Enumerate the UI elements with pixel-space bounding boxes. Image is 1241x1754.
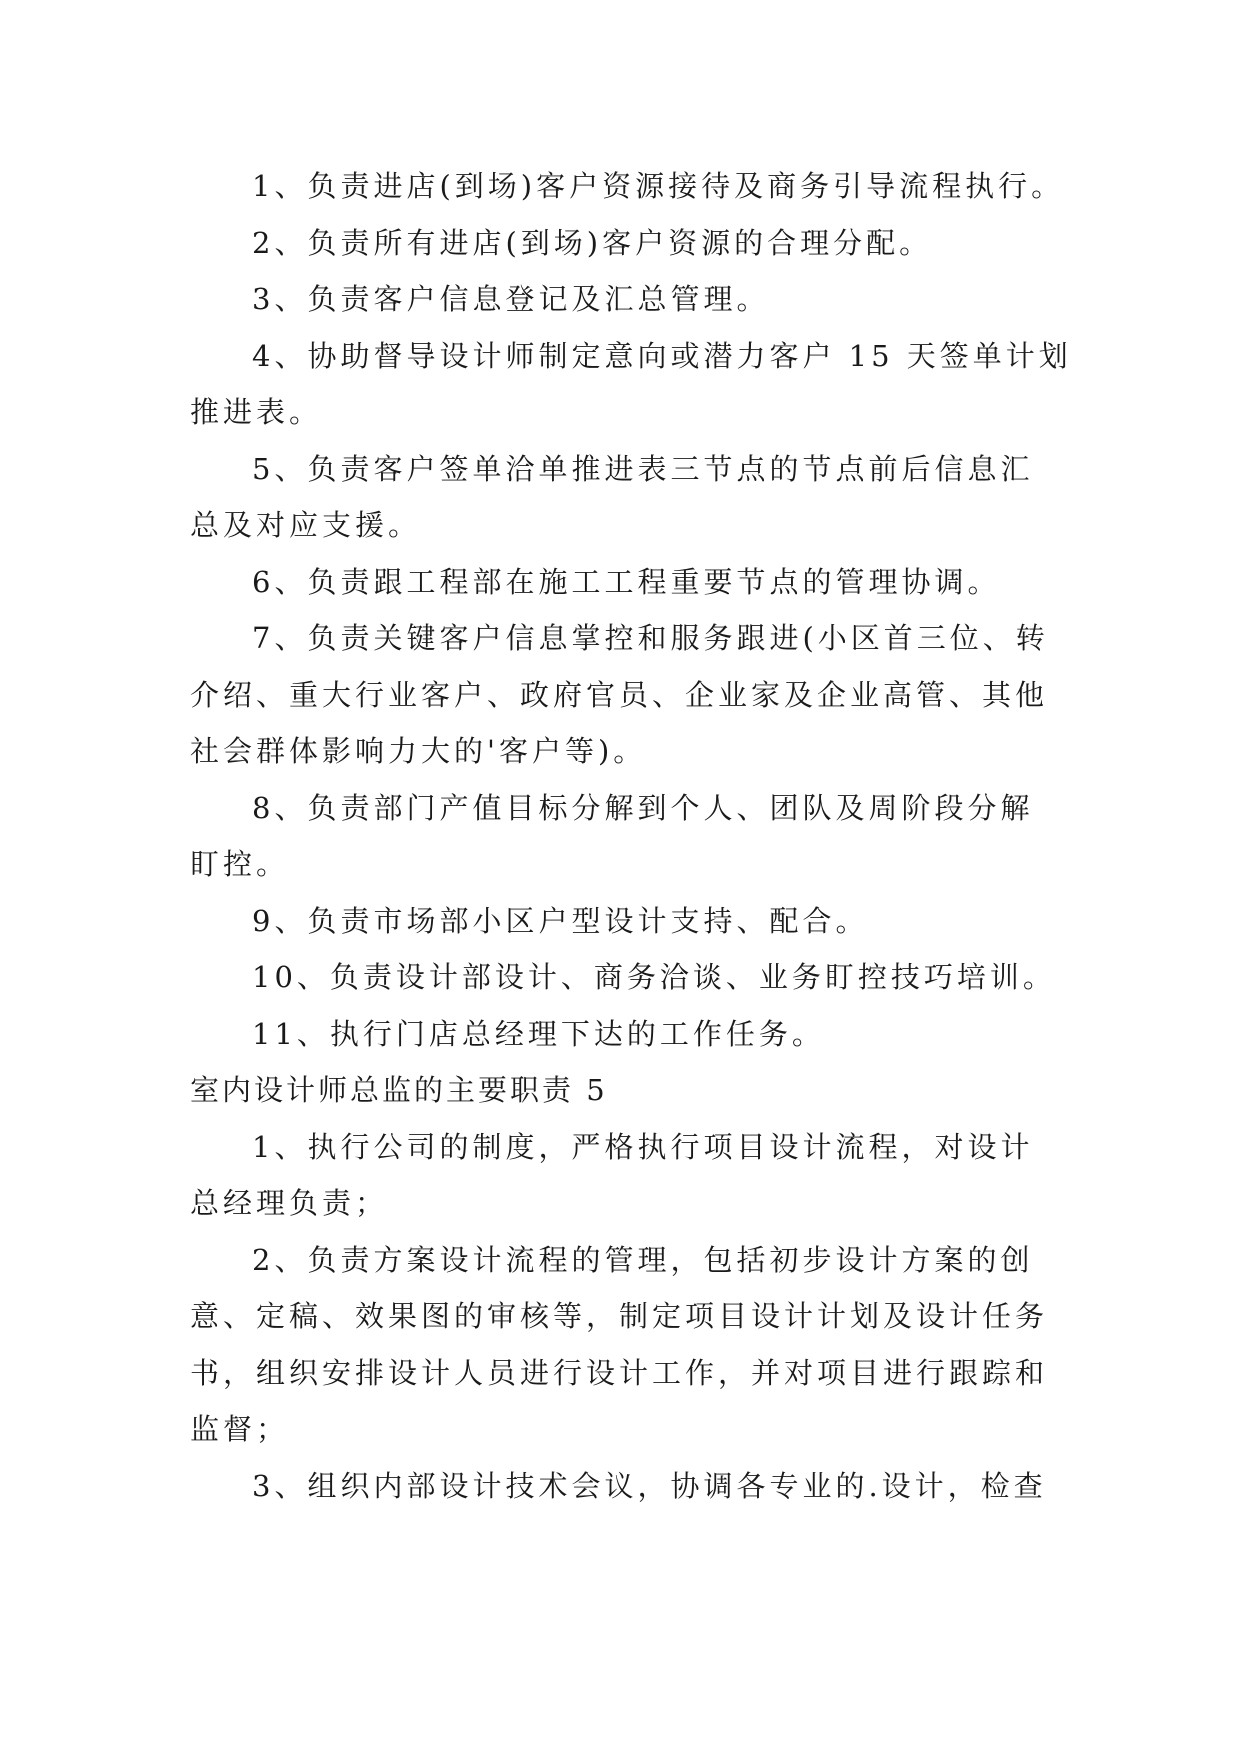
paragraph-line: 11、执行门店总经理下达的工作任务。 <box>252 1016 825 1051</box>
paragraph-line: 介绍、重大行业客户、政府官员、企业家及企业高管、其他 <box>190 677 1049 712</box>
paragraph-line: 2、负责方案设计流程的管理，包括初步设计方案的创 <box>252 1242 1034 1277</box>
paragraph-line: 4、协助督导设计师制定意向或潜力客户 15 天签单计划 <box>252 338 1072 373</box>
paragraph-line: 1、执行公司的制度，严格执行项目设计流程，对设计 <box>252 1129 1034 1164</box>
paragraph-line: 总经理负责； <box>190 1186 389 1220</box>
paragraph-line: 推进表。 <box>190 395 323 429</box>
paragraph-line: 1、负责进店(到场)客户资源接待及商务引导流程执行。 <box>252 169 1065 203</box>
document-body <box>190 158 1090 1514</box>
paragraph-line: 书，组织安排设计人员进行设计工作，并对项目进行跟踪和 <box>190 1355 1049 1390</box>
paragraph-line: 3、负责客户信息登记及汇总管理。 <box>252 282 770 316</box>
paragraph-line: 9、负责市场部小区户型设计支持、配合。 <box>252 903 869 938</box>
paragraph-line: 盯控。 <box>190 847 290 881</box>
paragraph-line: 10、负责设计部设计、商务洽谈、业务盯控技巧培训。 <box>252 960 1056 994</box>
paragraph-line: 6、负责跟工程部在施工工程重要节点的管理协调。 <box>252 564 1001 599</box>
paragraph-line: 社会群体影响力大的'客户等)。 <box>190 734 647 768</box>
paragraph-line: 7、负责关键客户信息掌控和服务跟进(小区首三位、转 <box>252 621 1049 655</box>
paragraph-line: 8、负责部门产值目标分解到个人、团队及周阶段分解 <box>252 790 1034 825</box>
paragraph-line: 3、组织内部设计技术会议，协调各专业的.设计，检查 <box>252 1468 1047 1503</box>
paragraph-line: 5、负责客户签单洽单推进表三节点的节点前后信息汇 <box>252 451 1034 486</box>
paragraph-line: 监督； <box>190 1412 290 1446</box>
paragraph-line: 2、负责所有进店(到场)客户资源的合理分配。 <box>252 225 933 260</box>
paragraph-line: 意、定稿、效果图的审核等，制定项目设计计划及设计任务 <box>190 1299 1049 1333</box>
section-heading: 室内设计师总监的主要职责 5 <box>190 1073 608 1107</box>
paragraph-line: 总及对应支援。 <box>190 508 422 542</box>
